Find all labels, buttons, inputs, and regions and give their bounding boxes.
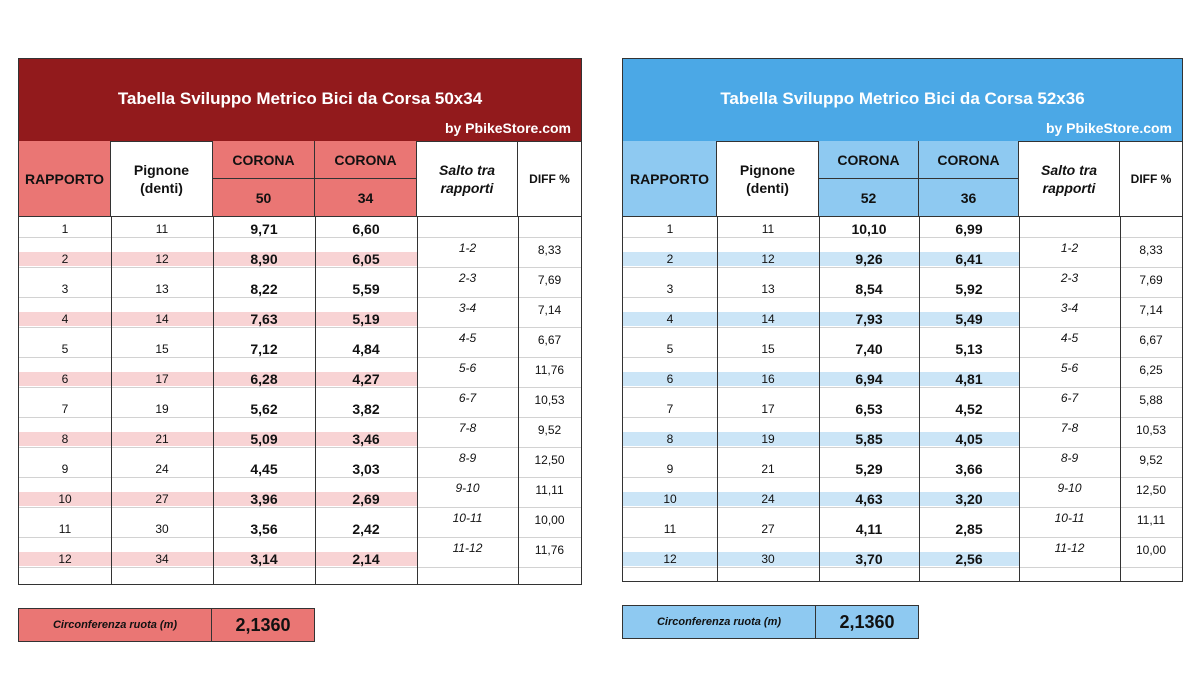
cell-sviluppo-corona-1: 7,63: [250, 311, 278, 327]
cell-salto: 10-11: [452, 511, 483, 525]
cell-sviluppo-corona-2: 2,14: [352, 551, 380, 567]
cell-rapporto: 5: [61, 342, 69, 356]
cell-pignone: 17: [761, 402, 775, 416]
cell-sviluppo-corona-2: 5,92: [955, 281, 983, 297]
cell-rapporto: 6: [61, 372, 69, 386]
cell-rapporto: 7: [666, 402, 674, 416]
cell-sviluppo-corona-2: 3,66: [955, 461, 983, 477]
cell-sviluppo-corona-1: 5,85: [855, 431, 883, 447]
cell-rapporto: 2: [61, 252, 69, 266]
cell-sviluppo-corona-1: 5,29: [855, 461, 883, 477]
row-separator: [623, 237, 1182, 238]
gear-table-52x36: [622, 58, 1183, 582]
gear-table-50x34: [18, 58, 582, 585]
cell-pignone: 27: [761, 522, 775, 536]
row-separator: [19, 237, 581, 238]
cell-salto: 8-9: [458, 451, 477, 465]
cell-rapporto: 12: [58, 552, 72, 566]
header-corona-1: CORONA: [213, 141, 315, 179]
cell-diff: 6,25: [1139, 363, 1163, 377]
table-body: [623, 217, 1182, 581]
header-corona-1-teeth: 52: [819, 179, 919, 217]
header-corona-2: CORONA: [315, 141, 417, 179]
cell-sviluppo-corona-1: 8,90: [250, 251, 278, 267]
byline: by PbikeStore.com: [444, 120, 571, 136]
cell-rapporto: 5: [666, 342, 674, 356]
row-separator: [623, 297, 1182, 298]
wheel-circumference-box-50x34: [18, 608, 315, 642]
cell-diff: 12,50: [534, 453, 565, 467]
cell-sviluppo-corona-1: 5,62: [250, 401, 278, 417]
cell-salto: 8-9: [1060, 451, 1079, 465]
wheel-circumference-label: Circonferenza ruota (m): [19, 609, 212, 641]
cell-sviluppo-corona-2: 3,46: [352, 431, 380, 447]
cell-sviluppo-corona-2: 2,42: [352, 521, 380, 537]
header-corona-1: CORONA: [819, 141, 919, 179]
cell-diff: 11,76: [534, 543, 565, 557]
cell-sviluppo-corona-1: 7,40: [855, 341, 883, 357]
cell-sviluppo-corona-2: 3,82: [352, 401, 380, 417]
cell-rapporto: 3: [61, 282, 69, 296]
cell-diff: 10,00: [534, 513, 565, 527]
cell-sviluppo-corona-1: 7,93: [855, 311, 883, 327]
header-rapporto: RAPPORTO: [623, 141, 717, 217]
cell-pignone: 34: [155, 552, 169, 566]
cell-sviluppo-corona-2: 4,52: [955, 401, 983, 417]
cell-diff: 7,69: [1139, 273, 1163, 287]
row-separator: [19, 507, 581, 508]
cell-sviluppo-corona-1: 9,71: [250, 221, 278, 237]
cell-diff: 10,00: [1135, 543, 1167, 557]
cell-salto: 1-2: [1060, 241, 1079, 255]
row-separator: [623, 417, 1182, 418]
cell-sviluppo-corona-2: 4,05: [955, 431, 983, 447]
cell-sviluppo-corona-2: 2,85: [955, 521, 983, 537]
byline: by PbikeStore.com: [1045, 120, 1172, 136]
cell-rapporto: 6: [666, 372, 674, 386]
cell-diff: 11,11: [535, 483, 564, 497]
table-title-bar: [19, 59, 581, 142]
cell-salto: 10-11: [1054, 511, 1085, 525]
row-separator: [19, 447, 581, 448]
cell-rapporto: 10: [58, 492, 72, 506]
cell-pignone: 24: [155, 462, 169, 476]
header-salto: Salto tra rapporti: [1019, 141, 1120, 217]
cell-rapporto: 4: [61, 312, 69, 326]
header-rapporto: RAPPORTO: [19, 141, 111, 217]
wheel-circumference-value: 2,1360: [816, 606, 918, 638]
cell-sviluppo-corona-1: 8,22: [250, 281, 278, 297]
cell-sviluppo-corona-1: 3,56: [250, 521, 278, 537]
cell-sviluppo-corona-2: 5,59: [352, 281, 380, 297]
cell-sviluppo-corona-2: 5,49: [955, 311, 983, 327]
cell-diff: 6,67: [537, 333, 562, 347]
row-separator: [19, 387, 581, 388]
cell-salto: 9-10: [1057, 481, 1082, 495]
cell-sviluppo-corona-2: 6,41: [955, 251, 983, 267]
cell-rapporto: 11: [58, 522, 72, 536]
cell-pignone: 30: [761, 552, 775, 566]
wheel-circumference-box-52x36: [622, 605, 919, 639]
cell-rapporto: 1: [666, 222, 674, 236]
cell-sviluppo-corona-2: 4,81: [955, 371, 983, 387]
cell-pignone: 11: [761, 222, 775, 236]
cell-diff: 7,69: [537, 273, 562, 287]
cell-diff: 12,50: [1135, 483, 1167, 497]
cell-sviluppo-corona-2: 2,56: [955, 551, 983, 567]
cell-pignone: 17: [155, 372, 169, 386]
cell-diff: 5,88: [1139, 393, 1163, 407]
cell-diff: 10,53: [534, 393, 565, 407]
cell-rapporto: 3: [666, 282, 674, 296]
cell-salto: 6-7: [458, 391, 477, 405]
row-separator: [19, 567, 581, 568]
cell-pignone: 15: [761, 342, 775, 356]
cell-sviluppo-corona-1: 6,53: [855, 401, 883, 417]
cell-sviluppo-corona-1: 8,54: [855, 281, 883, 297]
cell-salto: 5-6: [1060, 361, 1079, 375]
cell-salto: 2-3: [1060, 271, 1079, 285]
cell-pignone: 13: [761, 282, 775, 296]
cell-salto: 7-8: [458, 421, 477, 435]
cell-diff: 8,33: [537, 243, 562, 257]
cell-pignone: 12: [761, 252, 775, 266]
cell-salto: 11-12: [452, 541, 483, 555]
cell-salto: 6-7: [1060, 391, 1079, 405]
header-pignone: Pignone (denti): [111, 141, 213, 217]
cell-salto: 4-5: [1060, 331, 1079, 345]
cell-sviluppo-corona-2: 4,84: [352, 341, 380, 357]
cell-sviluppo-corona-1: 10,10: [851, 221, 887, 237]
cell-pignone: 30: [155, 522, 169, 536]
cell-rapporto: 4: [666, 312, 674, 326]
row-separator: [623, 267, 1182, 268]
cell-salto: 11-12: [1054, 541, 1085, 555]
table-body: [19, 217, 581, 584]
cell-pignone: 15: [155, 342, 169, 356]
cell-pignone: 24: [761, 492, 775, 506]
cell-diff: 8,33: [1139, 243, 1163, 257]
table-title: Tabella Sviluppo Metrico Bici da Corsa 50x34: [117, 89, 483, 108]
cell-sviluppo-corona-2: 6,60: [352, 221, 380, 237]
cell-rapporto: 9: [666, 462, 674, 476]
cell-pignone: 19: [155, 402, 169, 416]
header-salto: Salto tra rapporti: [417, 141, 518, 217]
row-separator: [19, 417, 581, 418]
row-separator: [623, 447, 1182, 448]
cell-diff: 9,52: [537, 423, 562, 437]
cell-sviluppo-corona-2: 3,03: [352, 461, 380, 477]
cell-sviluppo-corona-1: 4,45: [250, 461, 278, 477]
row-separator: [19, 357, 581, 358]
header-corona-2: CORONA: [919, 141, 1019, 179]
header-pignone: Pignone (denti): [717, 141, 819, 217]
cell-salto: 9-10: [455, 481, 480, 495]
header-diff: DIFF %: [1120, 141, 1182, 217]
cell-diff: 10,53: [1135, 423, 1167, 437]
cell-rapporto: 9: [61, 462, 69, 476]
row-separator: [623, 567, 1182, 568]
cell-salto: 5-6: [458, 361, 477, 375]
header-diff: DIFF %: [518, 141, 581, 217]
cell-salto: 4-5: [458, 331, 477, 345]
cell-salto: 3-4: [1060, 301, 1079, 315]
cell-diff: 7,14: [537, 303, 562, 317]
cell-pignone: 12: [155, 252, 169, 266]
cell-salto: 1-2: [458, 241, 477, 255]
cell-pignone: 27: [155, 492, 169, 506]
cell-rapporto: 12: [663, 552, 677, 566]
cell-sviluppo-corona-1: 5,09: [250, 431, 278, 447]
cell-rapporto: 2: [666, 252, 674, 266]
row-separator: [623, 507, 1182, 508]
cell-sviluppo-corona-2: 2,69: [352, 491, 380, 507]
cell-pignone: 21: [155, 432, 169, 446]
cell-salto: 3-4: [458, 301, 477, 315]
cell-salto: 7-8: [1060, 421, 1079, 435]
table-title-bar: [623, 59, 1182, 142]
cell-sviluppo-corona-1: 3,70: [855, 551, 883, 567]
cell-diff: 7,14: [1139, 303, 1163, 317]
header-corona-1-teeth: 50: [213, 179, 315, 217]
cell-sviluppo-corona-1: 6,94: [855, 371, 883, 387]
cell-rapporto: 8: [61, 432, 69, 446]
cell-pignone: 14: [761, 312, 775, 326]
cell-sviluppo-corona-2: 5,13: [955, 341, 983, 357]
cell-rapporto: 11: [663, 522, 677, 536]
table-title: Tabella Sviluppo Metrico Bici da Corsa 52x36: [720, 89, 1085, 108]
row-separator: [19, 477, 581, 478]
cell-rapporto: 8: [666, 432, 674, 446]
cell-sviluppo-corona-1: 3,96: [250, 491, 278, 507]
cell-sviluppo-corona-2: 3,20: [955, 491, 983, 507]
cell-rapporto: 1: [61, 222, 69, 236]
wheel-circumference-value: 2,1360: [212, 609, 314, 641]
cell-pignone: 16: [761, 372, 775, 386]
header-corona-2-teeth: 36: [919, 179, 1019, 217]
cell-sviluppo-corona-2: 6,05: [352, 251, 380, 267]
wheel-circumference-label: Circonferenza ruota (m): [623, 606, 816, 638]
row-separator: [623, 477, 1182, 478]
cell-pignone: 14: [155, 312, 169, 326]
cell-pignone: 21: [761, 462, 775, 476]
cell-rapporto: 10: [663, 492, 677, 506]
cell-rapporto: 7: [61, 402, 69, 416]
cell-diff: 9,52: [1139, 453, 1163, 467]
header-corona-2-teeth: 34: [315, 179, 417, 217]
cell-diff: 6,67: [1139, 333, 1163, 347]
cell-sviluppo-corona-1: 4,11: [855, 521, 883, 537]
cell-diff: 11,11: [1136, 513, 1166, 527]
row-separator: [623, 387, 1182, 388]
cell-sviluppo-corona-1: 9,26: [855, 251, 883, 267]
row-separator: [623, 357, 1182, 358]
row-separator: [19, 327, 581, 328]
cell-sviluppo-corona-1: 4,63: [855, 491, 883, 507]
row-separator: [19, 537, 581, 538]
cell-salto: 2-3: [458, 271, 477, 285]
row-separator: [623, 537, 1182, 538]
cell-sviluppo-corona-2: 5,19: [352, 311, 380, 327]
cell-sviluppo-corona-1: 3,14: [250, 551, 278, 567]
cell-pignone: 11: [155, 222, 169, 236]
cell-pignone: 13: [155, 282, 169, 296]
cell-sviluppo-corona-2: 6,99: [955, 221, 983, 237]
cell-pignone: 19: [761, 432, 775, 446]
row-separator: [19, 297, 581, 298]
cell-sviluppo-corona-1: 6,28: [250, 371, 278, 387]
row-separator: [623, 327, 1182, 328]
cell-sviluppo-corona-2: 4,27: [352, 371, 380, 387]
cell-diff: 11,76: [534, 363, 565, 377]
cell-sviluppo-corona-1: 7,12: [250, 341, 278, 357]
row-separator: [19, 267, 581, 268]
